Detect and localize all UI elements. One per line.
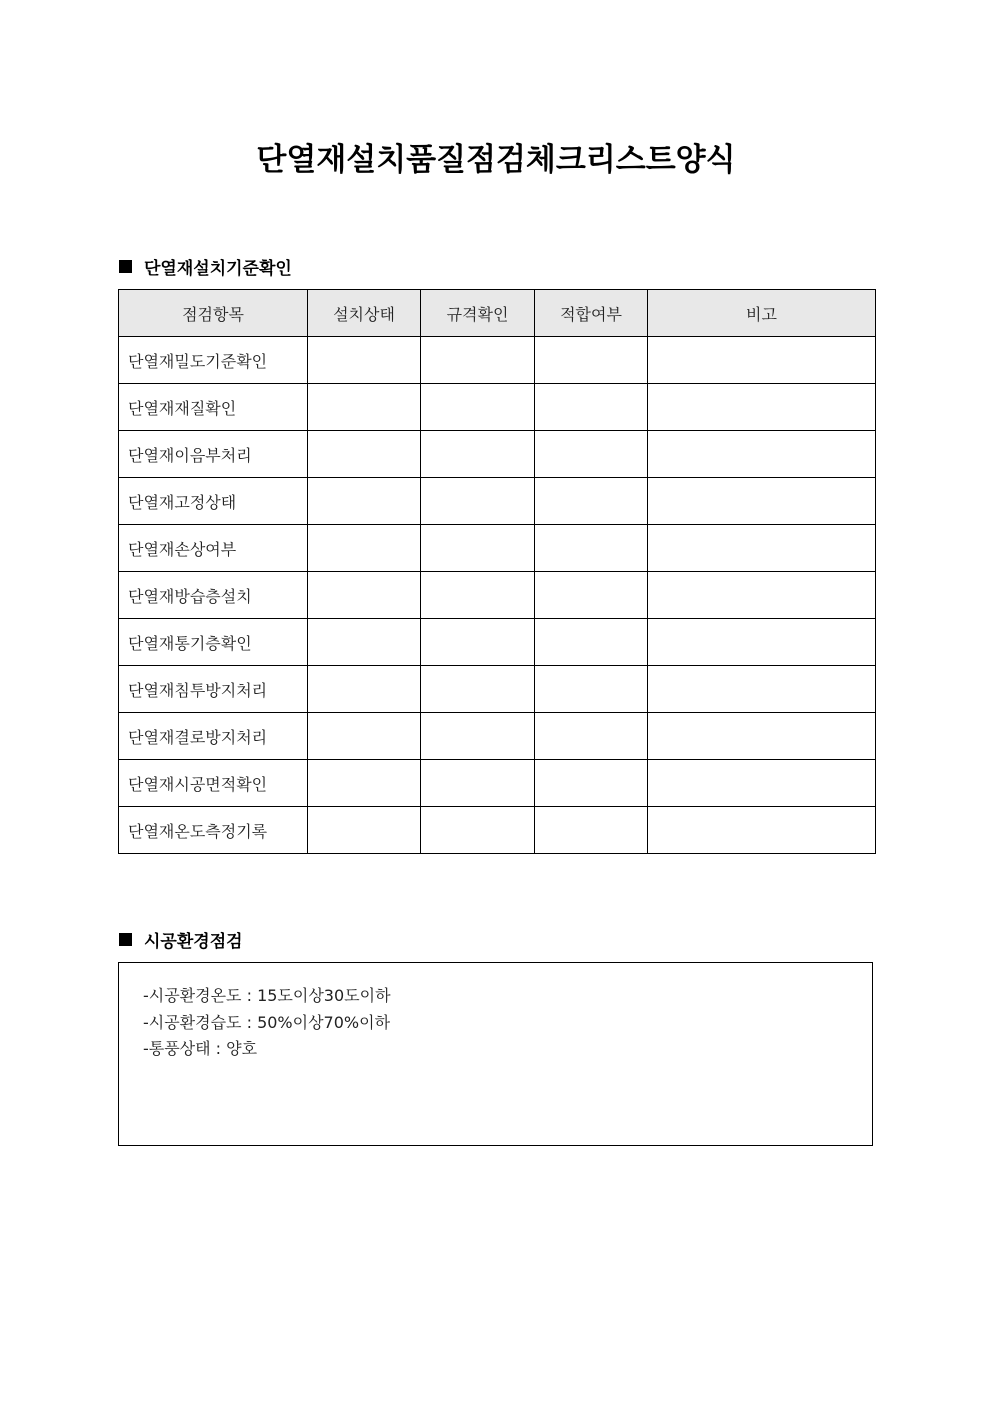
remarks-cell[interactable]: [648, 713, 876, 760]
spec-cell[interactable]: [421, 619, 535, 666]
column-header-remarks: 비고: [648, 290, 876, 337]
conformity-cell[interactable]: [535, 619, 648, 666]
table-row: [119, 431, 876, 478]
env-line-humidity: -시공환경습도 : 50%이상70%이하: [143, 1013, 391, 1032]
column-header-spec: 규격확인: [421, 290, 535, 337]
status-cell[interactable]: [308, 478, 421, 525]
column-header-conformity: 적합여부: [535, 290, 648, 337]
inspection-table: [118, 289, 876, 854]
status-cell[interactable]: [308, 337, 421, 384]
conformity-cell[interactable]: [535, 666, 648, 713]
conformity-cell[interactable]: [535, 807, 648, 854]
item-cell: 단열재시공면적확인: [119, 760, 308, 807]
table-row: [119, 713, 876, 760]
status-cell[interactable]: [308, 431, 421, 478]
env-line-ventilation: -통풍상태 : 양호: [143, 1039, 258, 1058]
item-cell: 단열재온도측정기록: [119, 807, 308, 854]
conformity-cell[interactable]: [535, 384, 648, 431]
remarks-cell[interactable]: [648, 666, 876, 713]
spec-cell[interactable]: [421, 713, 535, 760]
status-cell[interactable]: [308, 384, 421, 431]
item-cell: 단열재손상여부: [119, 525, 308, 572]
env-line-temperature: -시공환경온도 : 15도이상30도이하: [143, 986, 391, 1005]
conformity-cell[interactable]: [535, 760, 648, 807]
spec-cell[interactable]: [421, 525, 535, 572]
spec-cell[interactable]: [421, 431, 535, 478]
status-cell[interactable]: [308, 572, 421, 619]
section-heading-environment: [119, 927, 243, 952]
item-cell: 단열재침투방지처리: [119, 666, 308, 713]
square-bullet-icon: [119, 260, 132, 273]
item-cell: 단열재고정상태: [119, 478, 308, 525]
document-title: 단열재설치품질점검체크리스트양식: [256, 142, 736, 178]
conformity-cell[interactable]: [535, 478, 648, 525]
section-heading-install-criteria: [119, 254, 292, 279]
table-row: [119, 478, 876, 525]
spec-cell[interactable]: [421, 666, 535, 713]
remarks-cell[interactable]: [648, 760, 876, 807]
item-cell: 단열재통기층확인: [119, 619, 308, 666]
item-cell: 단열재이음부처리: [119, 431, 308, 478]
table-row: [119, 619, 876, 666]
conformity-cell[interactable]: [535, 337, 648, 384]
table-header-row: [119, 290, 876, 337]
status-cell[interactable]: [308, 713, 421, 760]
remarks-cell[interactable]: [648, 572, 876, 619]
remarks-cell[interactable]: [648, 807, 876, 854]
spec-cell[interactable]: [421, 384, 535, 431]
item-cell: 단열재결로방지처리: [119, 713, 308, 760]
item-cell: 단열재재질확인: [119, 384, 308, 431]
status-cell[interactable]: [308, 525, 421, 572]
table-row: [119, 760, 876, 807]
section-heading-label: 시공환경점검: [144, 932, 243, 952]
conformity-cell[interactable]: [535, 525, 648, 572]
table-row: [119, 572, 876, 619]
square-bullet-icon: [119, 933, 132, 946]
table-row: [119, 384, 876, 431]
remarks-cell[interactable]: [648, 619, 876, 666]
status-cell[interactable]: [308, 807, 421, 854]
status-cell[interactable]: [308, 666, 421, 713]
status-cell[interactable]: [308, 619, 421, 666]
spec-cell[interactable]: [421, 760, 535, 807]
table-row: [119, 807, 876, 854]
conformity-cell[interactable]: [535, 431, 648, 478]
table-row: [119, 525, 876, 572]
spec-cell[interactable]: [421, 478, 535, 525]
table-row: [119, 337, 876, 384]
remarks-cell[interactable]: [648, 337, 876, 384]
spec-cell[interactable]: [421, 572, 535, 619]
status-cell[interactable]: [308, 760, 421, 807]
conformity-cell[interactable]: [535, 572, 648, 619]
remarks-cell[interactable]: [648, 478, 876, 525]
column-header-status: 설치상태: [308, 290, 421, 337]
item-cell: 단열재밀도기준확인: [119, 337, 308, 384]
spec-cell[interactable]: [421, 337, 535, 384]
environment-notes-box: [118, 962, 873, 1146]
remarks-cell[interactable]: [648, 384, 876, 431]
conformity-cell[interactable]: [535, 713, 648, 760]
section-heading-label: 단열재설치기준확인: [144, 259, 292, 279]
remarks-cell[interactable]: [648, 525, 876, 572]
spec-cell[interactable]: [421, 807, 535, 854]
remarks-cell[interactable]: [648, 431, 876, 478]
table-row: [119, 666, 876, 713]
column-header-item: 점검항목: [119, 290, 308, 337]
item-cell: 단열재방습층설치: [119, 572, 308, 619]
